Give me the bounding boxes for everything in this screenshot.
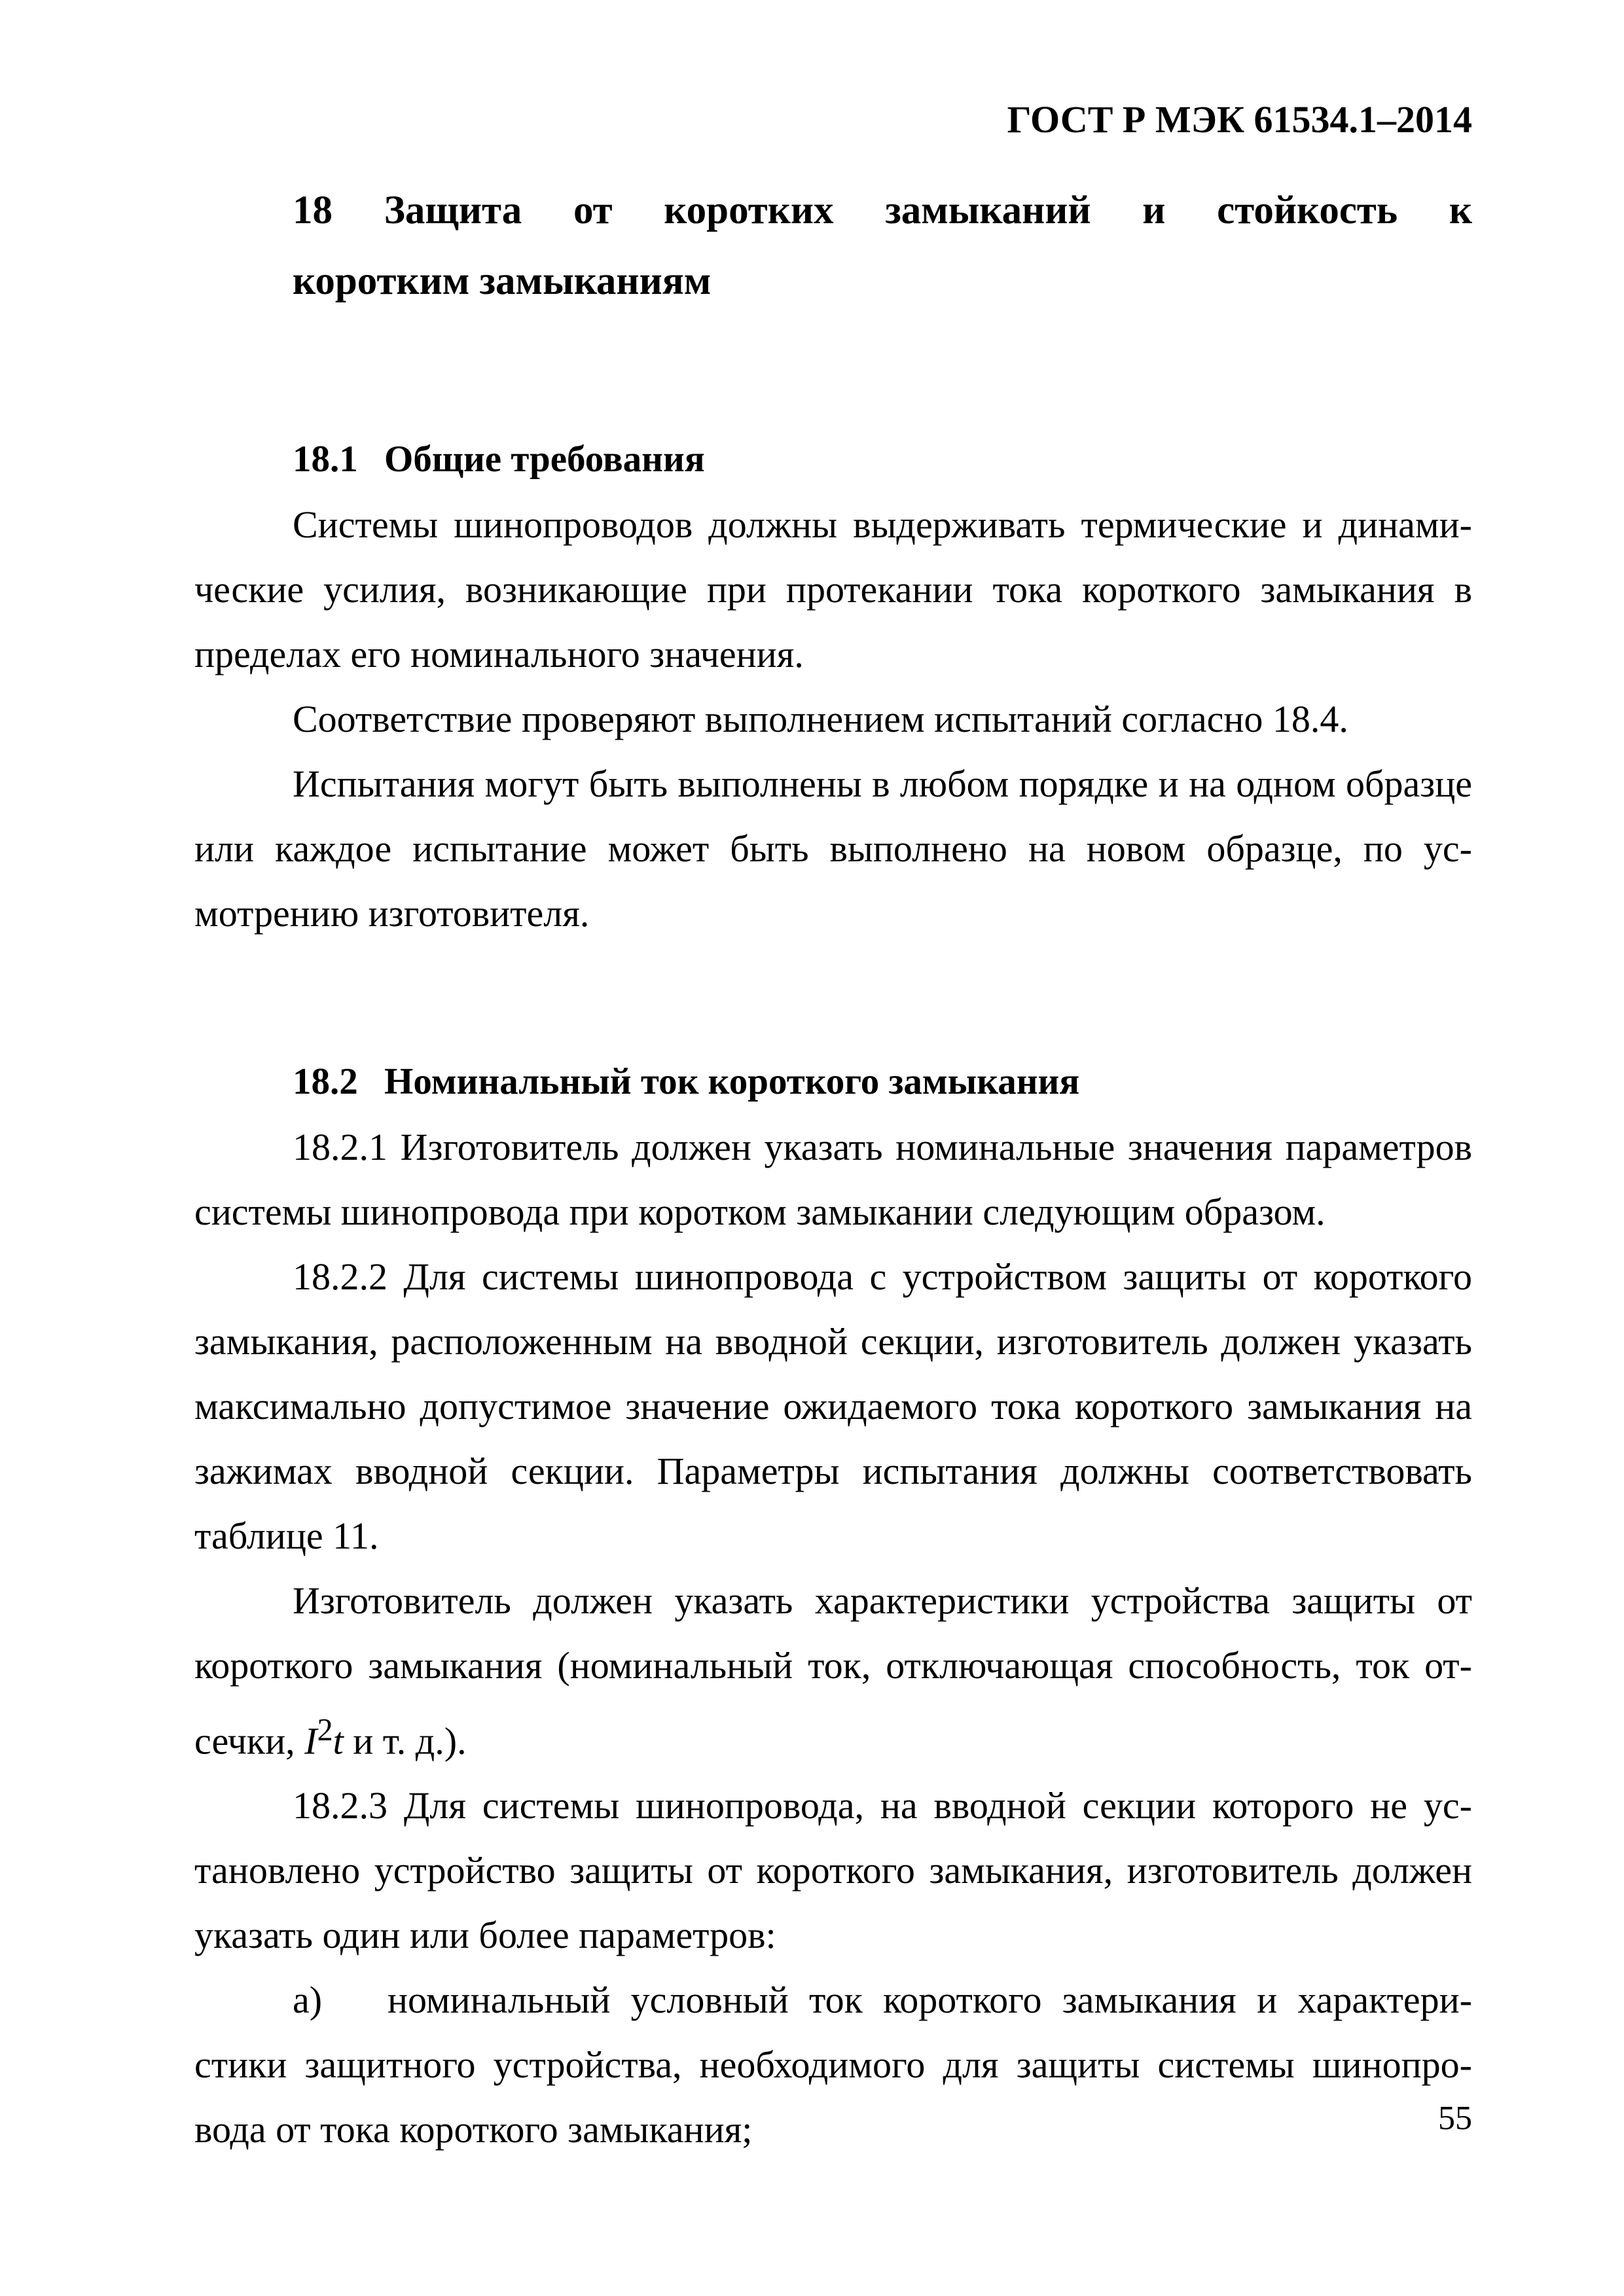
section-18-2-heading	[194, 1049, 1472, 1115]
symbol-superscript: 2	[317, 1713, 333, 1748]
paragraph: Соответствие проверяют выполнением испытаний согласно 18.4.	[293, 698, 1348, 740]
section-18-heading-line2: коротким замыканиям	[293, 259, 712, 303]
symbol-i: I	[304, 1719, 317, 1763]
section-18-1-heading	[194, 427, 1472, 492]
section-18-heading-line1: 18 Защита от коротких замыканий и стойкость к	[293, 188, 1472, 232]
list-item-a	[194, 1967, 1472, 2162]
section-18-2-title: Номинальный ток короткого замыкания	[384, 1061, 1080, 1102]
list-item-label: a)	[293, 1979, 323, 2022]
paragraph: Испытания могут быть выполнены в любом порядке и на одном образце или каждое испытание может быть выполнено на новом образце, по усмотрению изготовителя.	[194, 762, 1472, 935]
section-18-2-number: 18.2	[293, 1061, 358, 1102]
paragraph-18-2-3: 18.2.3 Для системы шинопровода, на вводной секции которого не установлено устройство защиты от короткого замыкания, изготовитель должен указать один или более параметров:	[194, 1784, 1472, 1957]
paragraph-18-2-1: 18.2.1 Изготовитель должен указать номинальные значения параметров системы шинопровода при коротком замыкании следующим образом.	[194, 1126, 1472, 1233]
symbol-t: t	[333, 1719, 344, 1763]
paragraph: Системы шинопроводов должны выдерживать термические и динамические усилия, возникающие при протекании тока короткого замыкания в пределах его номинального значения.	[194, 503, 1472, 675]
section-18-1-title: Общие требования	[384, 439, 705, 480]
section-18-1-number: 18.1	[293, 439, 358, 480]
text-segment: и т. д.).	[343, 1719, 467, 1763]
page-content	[194, 175, 1472, 2162]
text-segment: Изготовитель должен указать характеристики устройства защиты от короткого замыкания (номинальный ток, отключающая способность, ток отсечки,	[194, 1579, 1472, 1763]
paragraph-manufacturer-characteristics	[194, 1568, 1472, 1773]
list-item-text: номинальный условный ток короткого замыкания и характеристики защитного устройства, необходимого для защиты системы шинопровода от тока короткого замыкания;	[194, 1979, 1472, 2151]
paragraph-18-2-2: 18.2.2 Для системы шинопровода с устройством защиты от короткого замыкания, расположенным на вводной секции, изготовитель должен указать максимально допустимое значение ожидаемого тока короткого замыкания на зажимах вводной секции. Параметры испытания должны соответствовать таблице 11.	[194, 1255, 1472, 1557]
standard-designation: ГОСТ Р МЭК 61534.1–2014	[1007, 98, 1472, 141]
section-18-heading	[293, 175, 1472, 317]
page-number: 55	[1438, 2100, 1472, 2137]
